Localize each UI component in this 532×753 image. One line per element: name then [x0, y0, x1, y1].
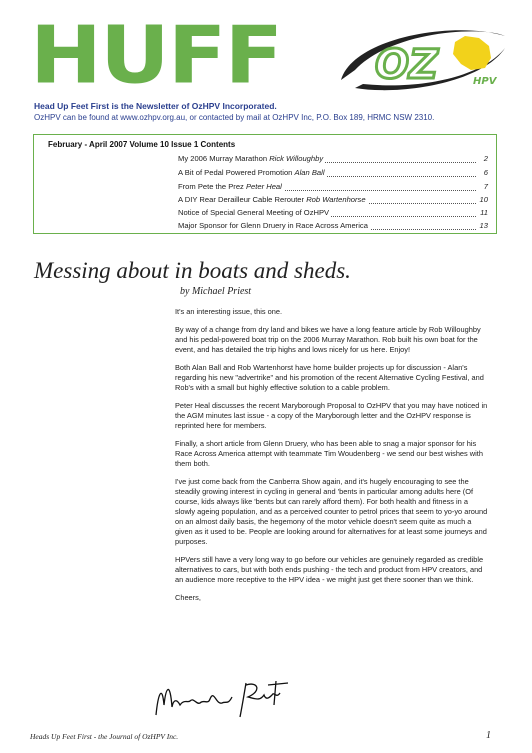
- toc-item-page: 11: [480, 208, 488, 217]
- toc-item[interactable]: [178, 195, 488, 206]
- toc-item-author: Peter Heal: [245, 182, 282, 191]
- article-body: [175, 307, 490, 611]
- article-paragraph: It's an interesting issue, this one.: [175, 307, 282, 316]
- contents-box: [33, 134, 497, 234]
- toc-item-title: Notice of Special General Meeting of OzHPV: [178, 208, 330, 217]
- toc-item-author: Rob Wartenhorse: [306, 195, 366, 204]
- toc-item-title: A DIY Rear Derailleur Cable Rerouter: [178, 195, 305, 204]
- toc-item-page: 7: [483, 182, 488, 191]
- toc-item-page: 13: [479, 221, 488, 230]
- toc-item-page: 6: [483, 168, 488, 177]
- contact-info: OzHPV can be found at www.ozhpv.org.au, or contacted by mail at OzHPV Inc, P.O. Box 189, HRMC NSW 2310.: [34, 113, 435, 122]
- toc-item-title: A Bit of Pedal Powered Promotion: [178, 168, 293, 177]
- masthead-title: HUFF: [30, 9, 282, 102]
- logo-text-sub: HPV: [473, 76, 497, 87]
- page-number: 1: [486, 730, 491, 741]
- article-paragraph: Peter Heal discusses the recent Maryborough Proposal to OzHPV that you may have noticed in the AGM minutes last issue - a copy of the Maryborough letter and the OzHPV response is reprinted here for members.: [175, 401, 488, 430]
- article-paragraph: Both Alan Ball and Rob Wartenhorst have home builder projects up for discussion - Alan's regarding his new "advertrike" and his promotion of the recent Alternative Cycling Festival, and Rob's with a small but highly effective solution to a cable problem.: [175, 363, 484, 392]
- article-paragraph: I've just come back from the Canberra Show again, and it's hugely encouraging to see the steadily growing interest in cycling in general and 'bents in particular among adults here (Of course, kids always like 'bents but can rarely afford them). For both health and fitness in a slowly ageing population, and as a perceived counter to petrol prices that seem to yo-yo around on an almost daily basis, the hegemony of the motor vehicle doesn't seem quite as much a given as it used to be. People are looking around for alternatives for at least some journeys and purposes.: [175, 477, 488, 546]
- article-paragraph: By way of a change from dry land and bikes we have a long feature article by Rob Willoughby and his pedal-powered boat trip on the 2006 Murray Marathon. Rob built his own boat for the event, and has detailed the trip highs and lows nicely for us here. Enjoy!: [175, 325, 481, 354]
- toc-item[interactable]: [178, 208, 488, 219]
- toc-item[interactable]: [178, 182, 488, 193]
- toc-item-page: 10: [479, 195, 488, 204]
- handwritten-signature: [150, 675, 300, 721]
- toc-item[interactable]: [178, 154, 488, 165]
- footer-journal: Heads Up Feet First - the Journal of OzHPV Inc.: [30, 732, 179, 741]
- toc-item[interactable]: [178, 168, 488, 179]
- toc-item-title: My 2006 Murray Marathon: [178, 154, 268, 163]
- contents-heading: February - April 2007 Volume 10 Issue 1 Contents: [48, 140, 236, 149]
- logo-australia: [453, 36, 491, 70]
- toc-item-title: From Pete the Prez: [178, 182, 244, 191]
- toc-item-author: Alan Ball: [294, 168, 325, 177]
- article-signoff: Cheers,: [175, 593, 201, 602]
- article-byline: by Michael Priest: [180, 286, 252, 297]
- toc-item-title: Major Sponsor for Glenn Druery in Race Across America: [178, 221, 368, 230]
- ozhpv-logo: [333, 18, 511, 100]
- article-paragraph: HPVers still have a very long way to go before our vehicles are genuinely regarded as credible alternatives to cars, but with both ends pushing - the tech and product from HPV creators, and an audience more receptive to the HPV idea - we might just get there sooner than we think.: [175, 555, 484, 584]
- toc-item-page: 2: [483, 154, 488, 163]
- toc-item-author: Rick Willoughby: [269, 154, 324, 163]
- article-paragraph: Finally, a short article from Glenn Druery, who has been able to snag a major sponsor for his Race Across America attempt with teammate Tim Woudenberg - we send our best wishes with them both.: [175, 439, 483, 468]
- article-title: Messing about in boats and sheds.: [34, 258, 351, 283]
- logo-text-main: OZ: [375, 42, 439, 88]
- newsletter-tagline: Head Up Feet First is the Newsletter of OzHPV Incorporated.: [34, 101, 277, 111]
- toc-item[interactable]: [178, 221, 488, 232]
